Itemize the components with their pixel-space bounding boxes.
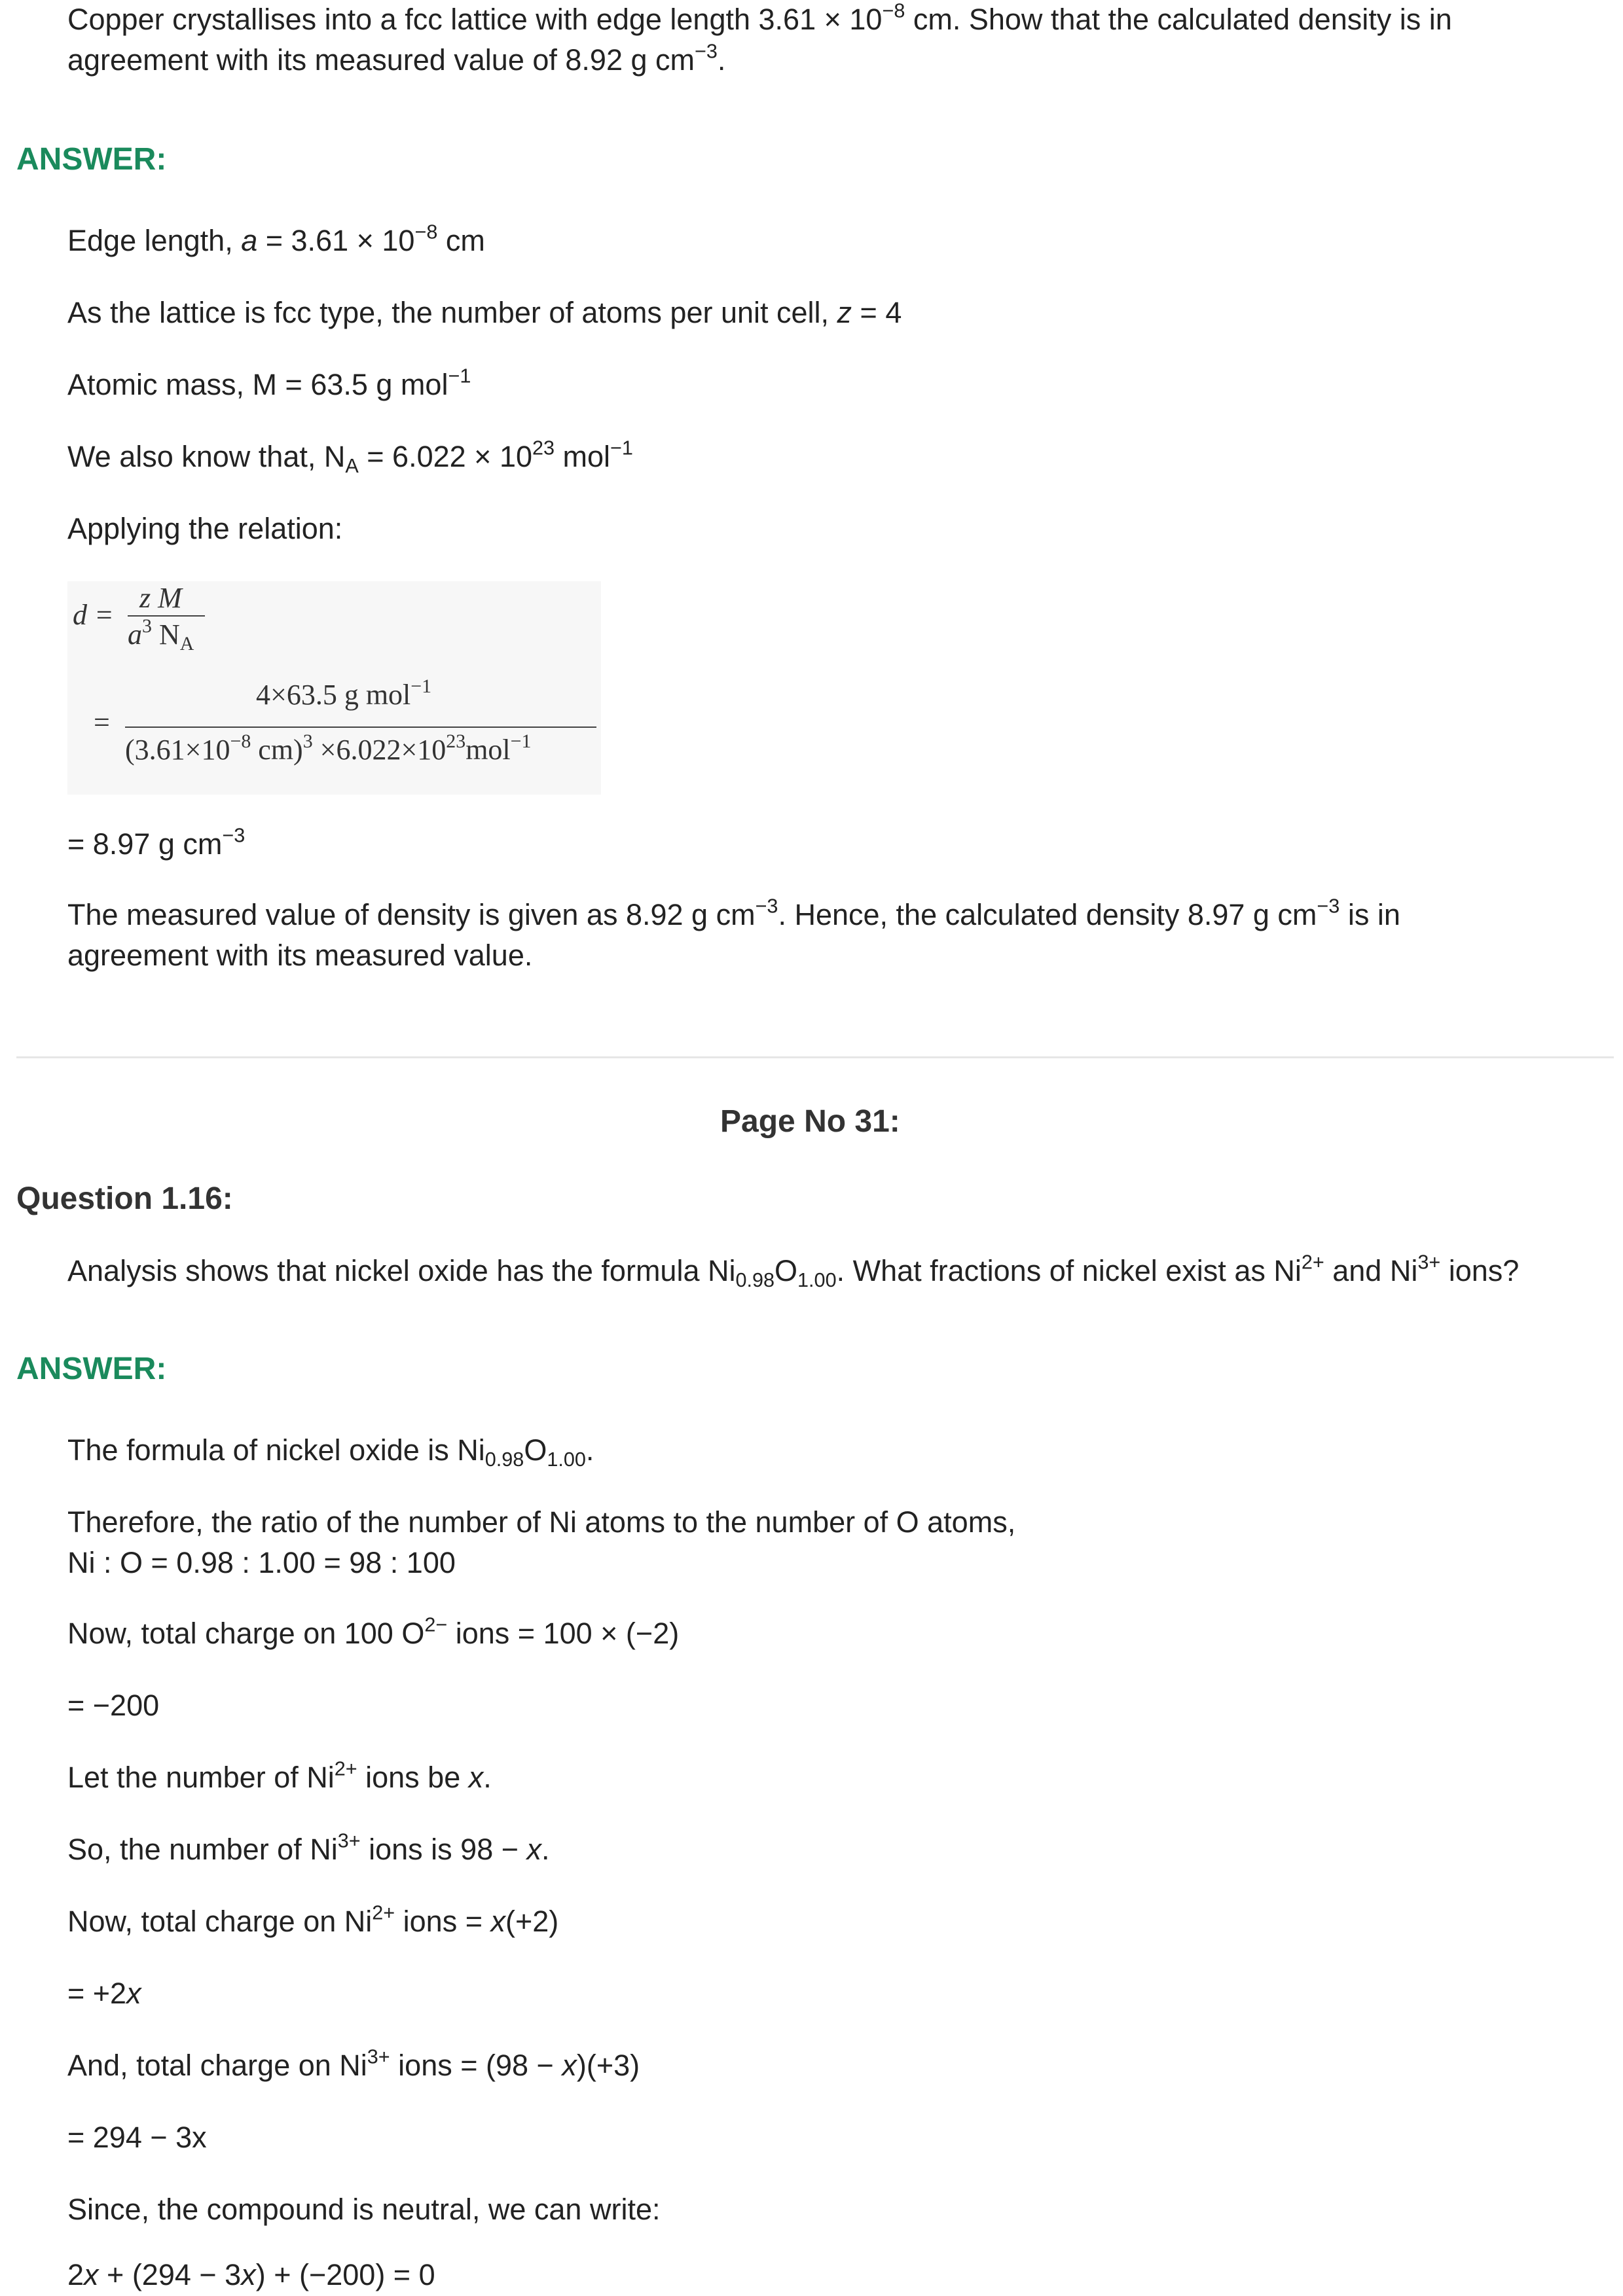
- eq-294-line: = 294 − 3x: [67, 2121, 207, 2154]
- section-divider: [16, 1056, 1614, 1058]
- ratio-line1: Therefore, the ratio of the number of Ni atoms to the number of O atoms,: [67, 1505, 1016, 1539]
- question-text-line2: agreement with its measured value of 8.92 g $cm^{-3}$.: [67, 40, 726, 77]
- ni3-count-line: So, the number of $Ni^{3+}$ ions is 98 − x.: [67, 1829, 550, 1866]
- edge-length-line: Edge length, $a = 3.61 \times 10^{-8}$ cm: [67, 221, 485, 257]
- neutral-line: Since, the compound is neutral, we can write:: [67, 2193, 661, 2226]
- question-text: Analysis shows that nickel oxide has the formula $Ni_{0.98}O_{1.00}$. What fractions of nickel exist as $Ni^{2+}$ and $Ni^{3+}$ ions?: [67, 1251, 1520, 1292]
- formula-line: The formula of nickel oxide is $Ni_{0.98}O_{1.00}$.: [67, 1433, 594, 1471]
- answer-label: ANSWER:: [16, 1352, 167, 1386]
- ni2-charge-line: Now, total charge on $Ni^{2+}$ ions = x(+2): [67, 1901, 559, 1938]
- atomic-mass-line: Atomic mass, M = 63.5 g mol$^{-1}$: [67, 365, 471, 401]
- conclusion-line2: agreement with its measured value.: [67, 939, 533, 972]
- conclusion-line1: The measured value of density is given as 8.92 g $cm^{-3}$. Hence, the calculated density 8.97 g $cm^{-3}$ is in: [67, 895, 1400, 931]
- formula-num2: 4×63.5 g mol$^{-1}$: [256, 675, 432, 711]
- oxide-charge-line: Now, total charge on 100 $O^{2-}$ ions = 100 × (−2): [67, 1613, 680, 1650]
- final-equation-line: 2x + (294 − 3x) + (−200) = 0: [67, 2258, 435, 2291]
- formula-num1: z M: [139, 582, 182, 614]
- question-text-line1: Copper crystallises into a fcc lattice with edge length $3.61 \times 10^{-8}$ cm. Show that the calculated density is in: [67, 0, 1452, 36]
- relation-line: Applying the relation:: [67, 512, 343, 545]
- let-x-line: Let the number of $Ni^{2+}$ ions be x.: [67, 1757, 492, 1794]
- minus-200-line: = −200: [67, 1689, 160, 1722]
- formula-d-eq: d =: [73, 599, 114, 631]
- formula-den2: ($3.61\times 10^{-8}$ $cm)^3 \times 6.022\times 10^{23}mol^{-1}$: [125, 730, 532, 766]
- answer-label: ANSWER:: [16, 142, 167, 177]
- fcc-line: As the lattice is fcc type, the number of atoms per unit cell, z = 4: [67, 296, 902, 329]
- formula-den1: $a^3$ $N_A$: [128, 615, 194, 655]
- formula-frac2-line: [125, 726, 596, 728]
- density-result-line: = 8.97 g $cm^{-3}$: [67, 824, 246, 861]
- ni3-charge-line: And, total charge on $Ni^{3+}$ ions = (98 − x)(+3): [67, 2045, 640, 2082]
- density-formula: [67, 581, 601, 795]
- ratio-line2: Ni : O = 0.98 : 1.00 = 98 : 100: [67, 1546, 456, 1579]
- formula-frac1-line: [128, 615, 205, 617]
- formula-eq2: =: [94, 706, 110, 738]
- avogadro-line: We also know that, $N_A = 6.022 \times 10^{23}$ mol$^{-1}$: [67, 437, 633, 478]
- plus-2x-line: = +2x: [67, 1977, 141, 2010]
- page-heading: Page No 31:: [720, 1104, 900, 1139]
- question-title: Question 1.16:: [16, 1181, 233, 1216]
